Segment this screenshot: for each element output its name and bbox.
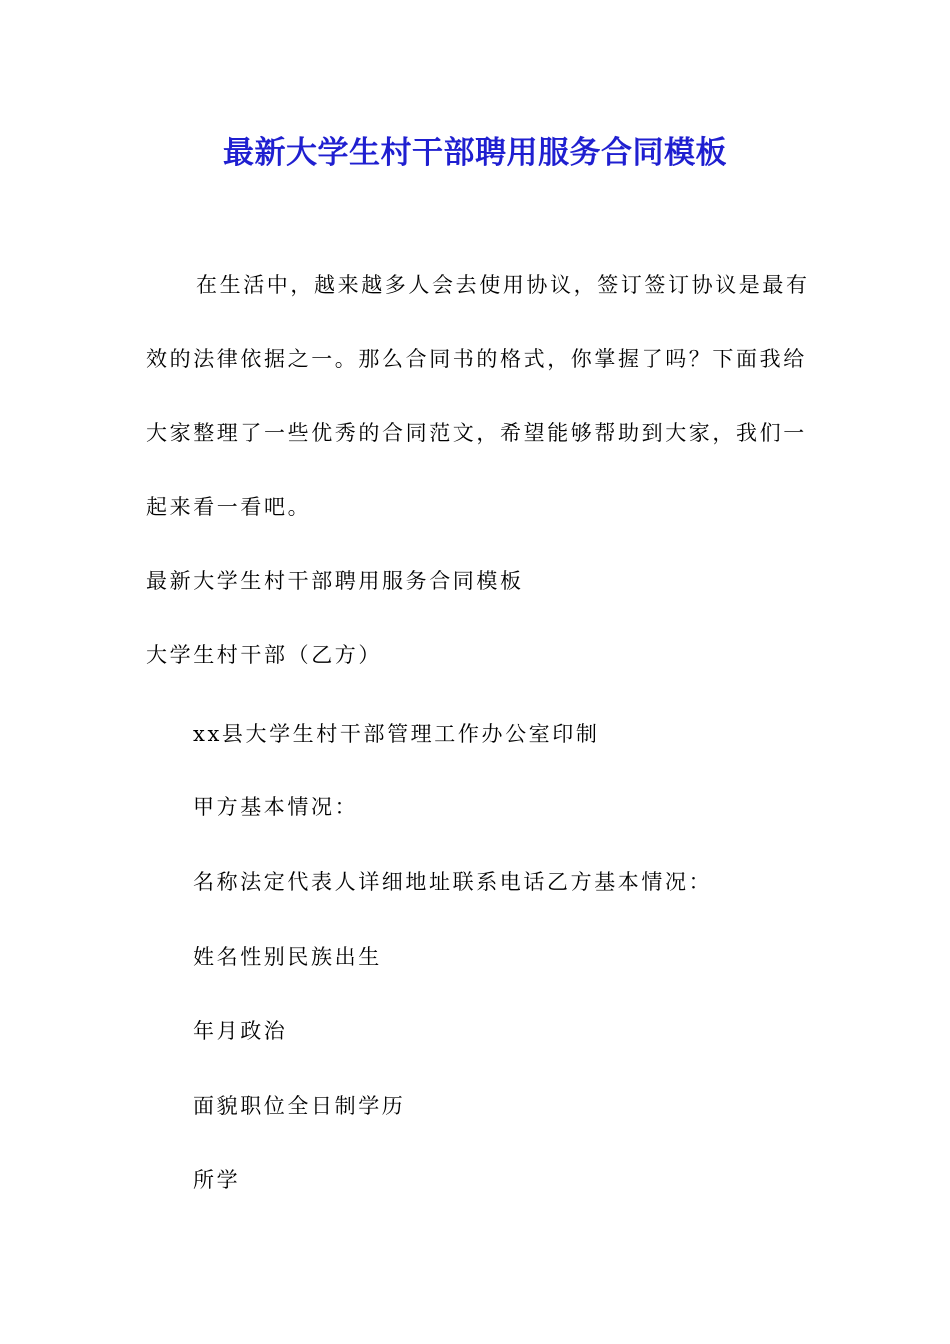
document-title: 最新大学生村干部聘用服务合同模板 xyxy=(223,135,727,171)
party-b-fields-line-2: 年月政治 xyxy=(193,1019,288,1043)
party-a-section-label: 甲方基本情况： xyxy=(193,795,359,819)
party-a-fields-line: 名称法定代表人详细地址联系电话乙方基本情况： xyxy=(193,870,713,894)
contract-heading-title: 最新大学生村干部聘用服务合同模板 xyxy=(146,569,524,593)
party-b-fields-line-4: 所学 xyxy=(193,1168,241,1192)
intro-paragraph: 在生活中，越来越多人会去使用协议，签订签订协议是最有效的法律依据之一。那么合同书的格式，你掌握了吗？下面我给大家整理了一些优秀的合同范文，希望能够帮助到大家，我们一起来看一看吧。 xyxy=(146,273,810,519)
party-b-fields-line-1: 姓名性别民族出生 xyxy=(193,945,382,969)
contract-party-b-label: 大学生村干部（乙方） xyxy=(146,643,382,667)
party-b-fields-line-3: 面貌职位全日制学历 xyxy=(193,1094,406,1118)
issuer-line: xx县大学生村干部管理工作办公室印制 xyxy=(193,722,600,746)
contract-heading-paragraph xyxy=(146,544,810,692)
